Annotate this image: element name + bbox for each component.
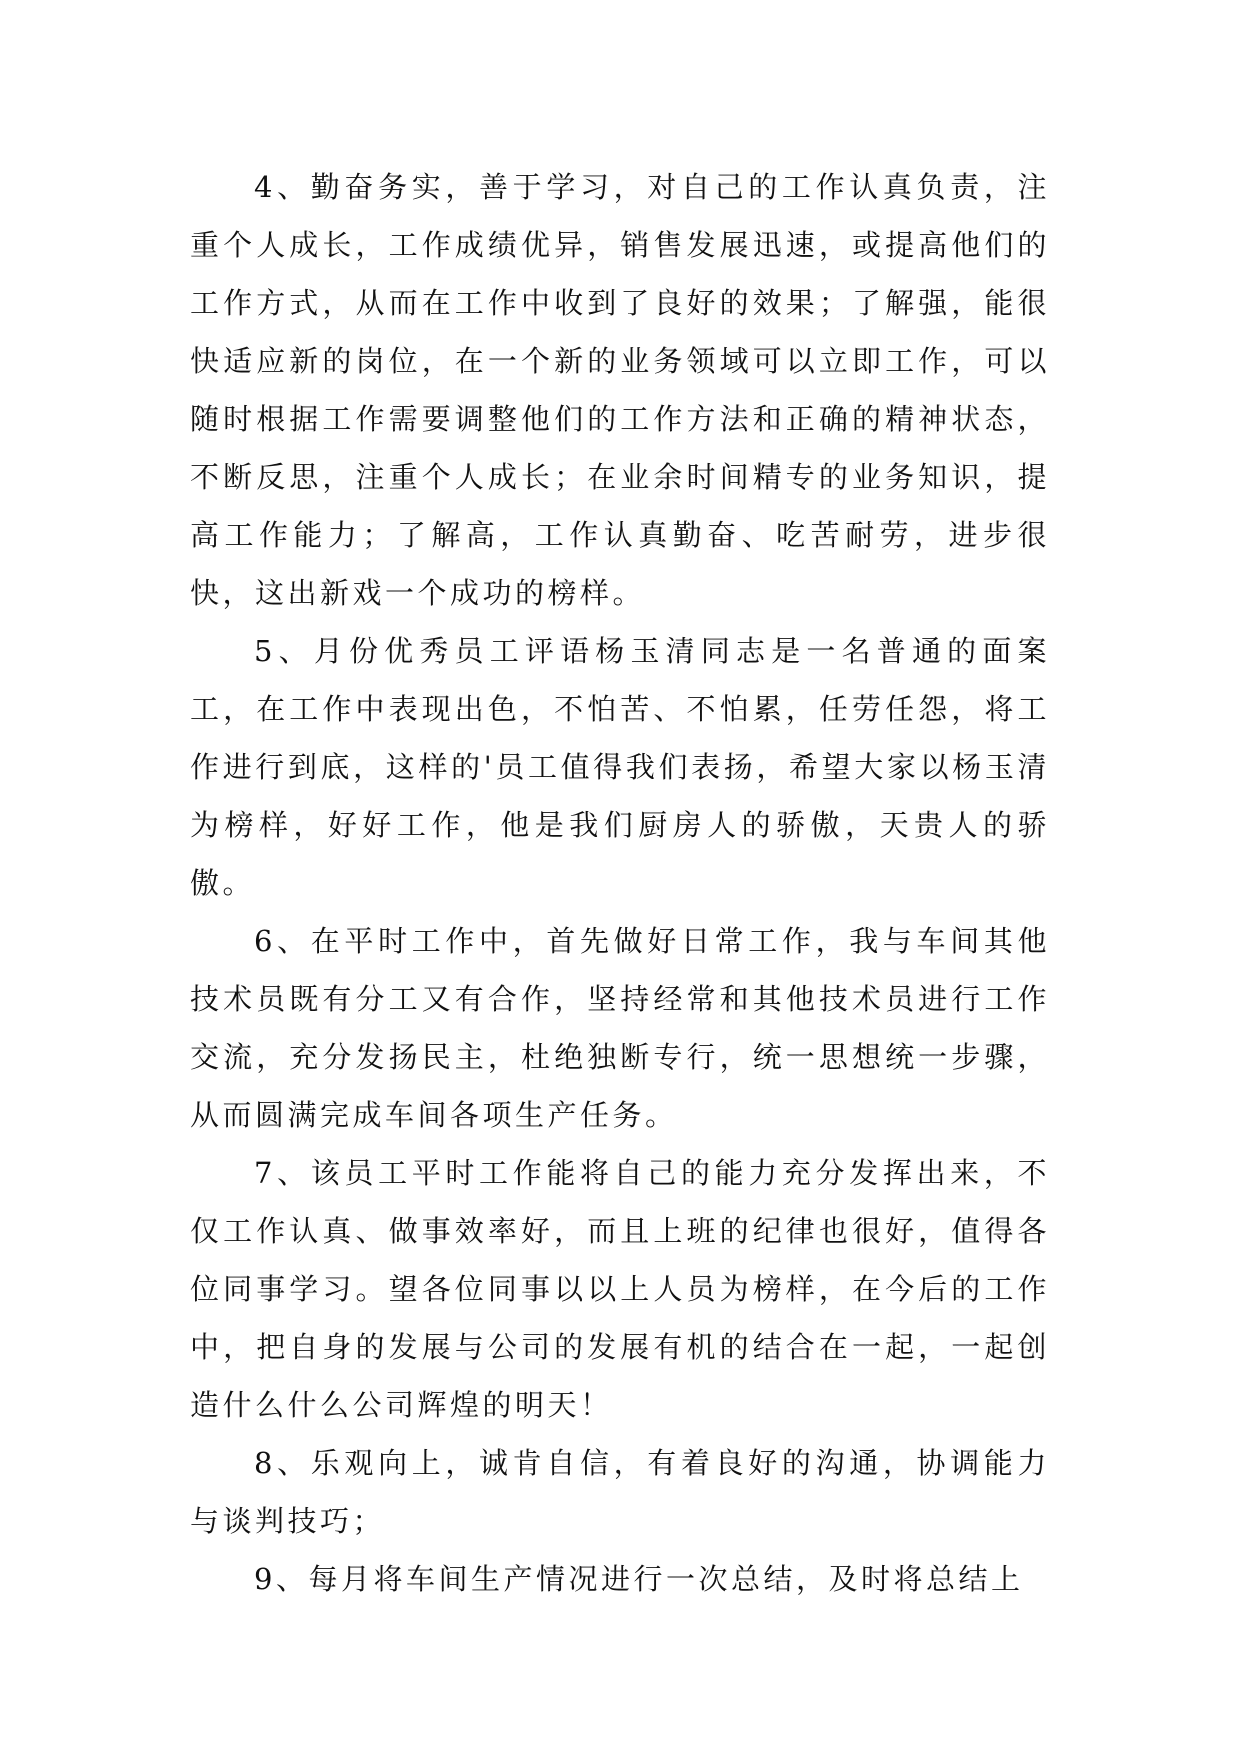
paragraph-5: 5、月份优秀员工评语杨玉清同志是一名普通的面案工，在工作中表现出色，不怕苦、不怕累，任劳任怨，将工作进行到底，这样的'员工值得我们表扬，希望大家以杨玉清为榜样，好好工作，他是我们厨房人的骄傲，天贵人的骄傲。 — [190, 634, 1050, 900]
paragraph-6: 6、在平时工作中，首先做好日常工作，我与车间其他技术员既有分工又有合作，坚持经常和其他技术员进行工作交流，充分发扬民主，杜绝独断专行，统一思想统一步骤，从而圆满完成车间各项生产任务。 — [190, 924, 1050, 1132]
paragraph-4: 4、勤奋务实，善于学习，对自己的工作认真负责，注重个人成长，工作成绩优异，销售发展迅速，或提高他们的工作方式，从而在工作中收到了良好的效果；了解强，能很快适应新的岗位，在一个新的业务领域可以立即工作，可以随时根据工作需要调整他们的工作方法和正确的精神状态，不断反思，注重个人成长；在业余时间精专的业务知识，提高工作能力；了解高，工作认真勤奋、吃苦耐劳，进步很快，这出新戏一个成功的榜样。 — [190, 170, 1050, 610]
paragraph-7: 7、该员工平时工作能将自己的能力充分发挥出来，不仅工作认真、做事效率好，而且上班的纪律也很好，值得各位同事学习。望各位同事以以上人员为榜样，在今后的工作中，把自身的发展与公司的发展有机的结合在一起，一起创造什么什么公司辉煌的明天！ — [190, 1156, 1050, 1422]
paragraph-8: 8、乐观向上，诚肯自信，有着良好的沟通，协调能力与谈判技巧； — [190, 1446, 1050, 1538]
paragraph-9: 9、每月将车间生产情况进行一次总结，及时将总结上 — [254, 1562, 1024, 1596]
document-body — [190, 158, 1050, 1608]
